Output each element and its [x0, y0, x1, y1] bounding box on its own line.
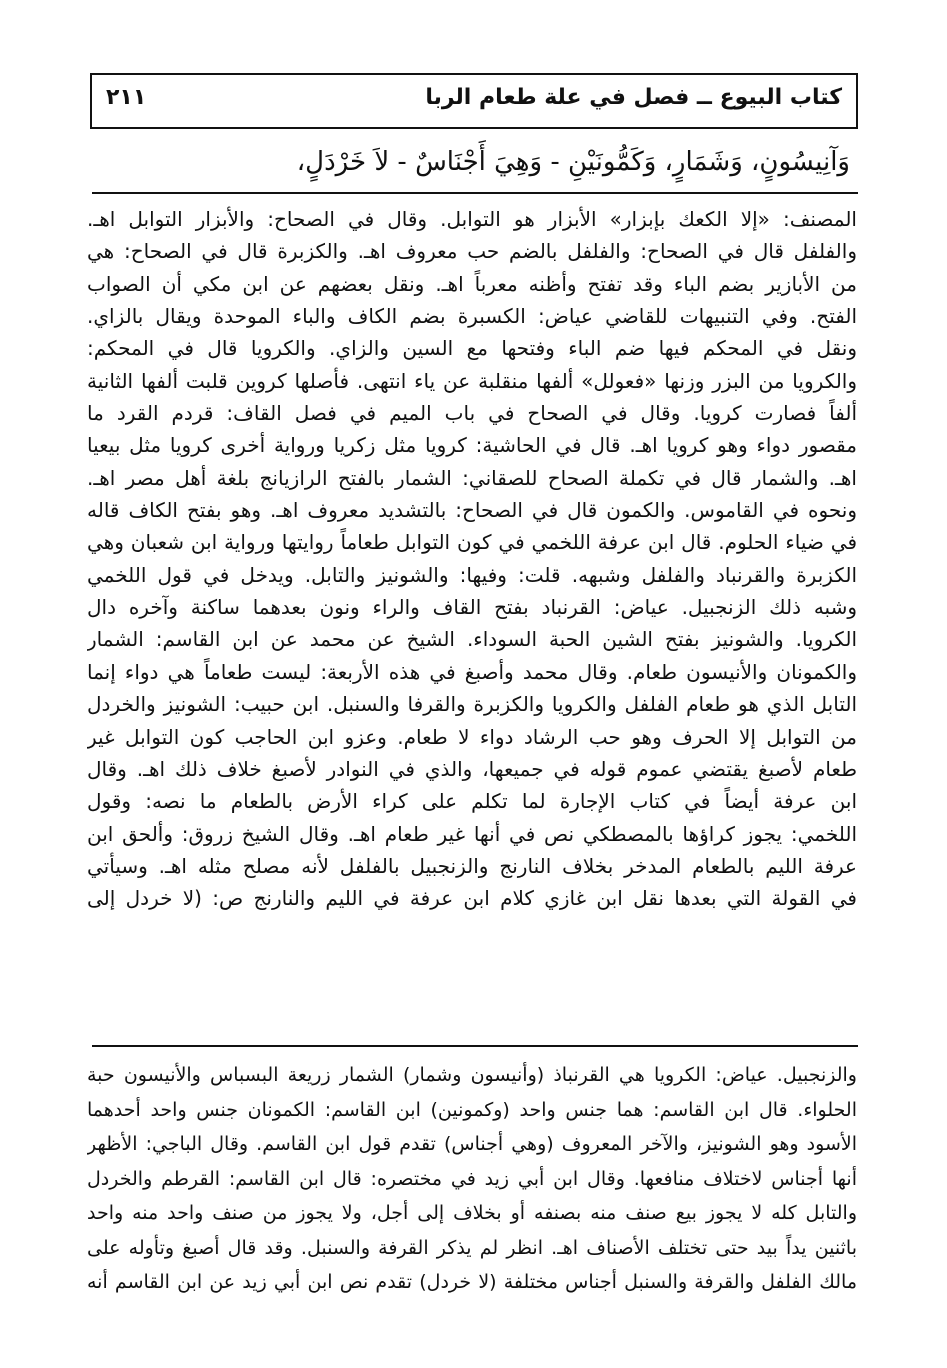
commentary-line: والكرويا من البزر وزنها «فعولل» ألفها منقلبة عن ياء انتهى. فأصلها كروين قلبت ألفها الثانية — [87, 368, 857, 393]
commentary-line: وشبه ذلك الزنجبيل. عياض: القرنباد بفتح القاف والراء ونون بعدهما ساكنة وآخره دال — [87, 595, 857, 620]
commentary-line: عرفة الليم بالطعام المدخر بخلاف النارنج والزنجبيل بالفلفل لأنه مصلح مثله اهـ. وسيأتي — [87, 853, 857, 878]
footnote-line: والتابل كله لا يجوز بيع صنف منه بصنفه أو بخلاف إلى أجل، ولا يجوز من صنف واحد منه واحد — [87, 1202, 857, 1224]
commentary-line: طعام لأصبغ يقتضي عموم قوله في جميعها، والذي في النوادر لأصبغ خلاف ذلك اهـ. وقال — [87, 756, 857, 781]
footnote-line: والزنجبيل. عياض: الكرويا هي القرنباذ (وأنيسون وشمار) الشمار زريعة البسباس والأنيسون حبة — [87, 1064, 857, 1086]
commentary-line: في القولة التي بعدها نقل ابن غازي كلام ابن عرفة في الليم والنارنج ص: (لا خردل إلى — [87, 886, 857, 911]
top-divider — [92, 192, 858, 194]
commentary-line: ونقل في المحكم فيها ضم الباء وفتحها مع السين والزاي. والكرويا قال في المحكم: — [87, 336, 857, 361]
commentary-line: التابل الذي هو طعام الفلفل والكرويا والكزبرة والقرفا والسنبل. ابن حبيب: الشونيز والخردل — [87, 692, 857, 717]
commentary-line: من الأبازير بضم الباء وقد تفتح وأظنه معرباً اهـ. ونقل بعضهم عن ابن مكي أن الصواب — [87, 271, 857, 296]
chapter-title: كتاب البيوع ــ فصل في علة طعام الربا — [425, 85, 842, 110]
commentary-line: والكمونان والأنيسون طعام. وقال محمد وأصبغ في هذه الأربعة: ليست طعاماً هي دواء إنما — [87, 659, 857, 684]
commentary-line: المصنف: «إلا الكعك بإبزار» الأبزار هو التوابل. وقال في الصحاح: والأبزار التوابل اهـ. — [87, 207, 857, 231]
commentary-line: ألفاً فصارت كرويا. وقال في الصحاح في باب الميم في فصل القاف: قردم القرد ما — [87, 401, 857, 426]
running-header — [90, 73, 858, 129]
commentary-block — [87, 203, 857, 915]
footnote-line: الحلواء. قال ابن القاسم: هما جنس واحد (وكمونين) ابن القاسم: الكمونان جنس واحد أحدهما — [87, 1098, 857, 1121]
page-number: ٢١١ — [106, 85, 147, 110]
commentary-line: الكرويا. والشونيز بفتح الشين الحبة السوداء. الشيخ عن محمد عن ابن القاسم: الشمار — [87, 627, 857, 652]
commentary-line: مقصور دواء وهو كرويا اهـ. قال في الحاشية: كرويا مثل زكريا ورواية أخرى كرويا مثل بيعيا — [87, 433, 857, 458]
commentary-line: اهـ. والشمار قال في تكملة الصحاح للصقاني: الشمار بالفتح الرازيانج بلغة أهل مصر اهـ. — [87, 465, 857, 490]
commentary-line: في ضياء الحلوم. قال ابن عرفة اللخمي في كون التوابل طعاماً روايتها ورواية ابن شعبان وهي — [87, 530, 857, 555]
commentary-line: ونحوه في القاموس. والكمون قال في الصحاح: بالتشديد معروف اهـ. وهو بفتح الكاف قاله — [87, 498, 857, 523]
commentary-line: الفتح. وفي التنبيهات للقاضي عياض: الكسبرة بضم الكاف والباء الموحدة ويقال بالزاي. — [87, 304, 857, 329]
footnote-divider — [92, 1045, 858, 1047]
commentary-line: اللخمي: يجوز كراؤها بالمصطكي نص في أنها غير طعام اهـ. وقال الشيخ زروق: وألحق ابن — [87, 821, 857, 846]
commentary-line: من التوابل إلا الحرف وهو حب الرشاد دواء لا طعام. وعزو ابن الحاجب كون التوابل غير — [87, 724, 857, 749]
commentary-line: والفلفل قال في الصحاح: والفلفل بالضم حب معروف اهـ. والكزبرة قال في الصحاح: هي — [87, 239, 857, 264]
commentary-line: الكزبرة والقرنباد والفلفل وشبهه. قلت: وفيها: والشونيز والتابل. ويدخل في قول اللخمي — [87, 562, 857, 587]
footnote-line: مالك الفلفل والقرفة والسنبل أجناس مختلفة (لا خردل) تقدم نص ابن أبي زيد عن ابن القاسم أنه — [87, 1271, 857, 1293]
commentary-line: ابن عرفة أيضاً في كتاب الإجارة لما تكلم على كراء الأرض بالطعام ما نصه: وقول — [87, 789, 857, 814]
footnote-line: باثنين يداً بيد حتى تختلف الأصناف اهـ. انظر لم يذكر القرفة والسنبل. وقد قال أصبغ وتأوله على — [87, 1236, 857, 1259]
main-text-line: وَآنِيسُونٍ، وَشَمَارٍ، وَكَمُّونَيْنِ - وَهِيَ أَجْنَاسٌ - لاَ خَرْدَلٍ، — [296, 147, 850, 177]
footnote-block — [87, 1058, 857, 1300]
footnote-line: الأسود وهو الشونيز، والآخر المعروف (وهي أجناس) تقدم قول ابن القاسم. وقال الباجي: الأظهر — [87, 1133, 857, 1155]
footnote-line: أنها أجناس لاختلاف منافعها. وقال ابن أبي زيد في مختصره: قال ابن القاسم: القرطم والخردل — [87, 1167, 857, 1190]
